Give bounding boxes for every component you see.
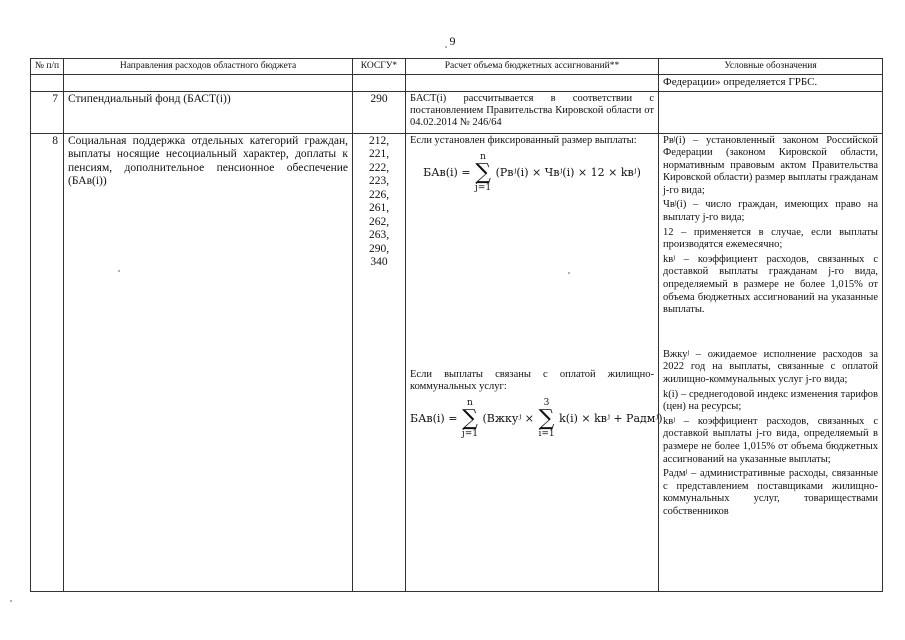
header-direction: Направления расходов областного бюджета [64, 59, 353, 75]
legend-item: Рвʲ(i) – установленный законом Российской Федерации (законом Кировской области, нормативным правовым актом Правительства Кировской области) размер выплаты гражданам j-го вида; [663, 134, 878, 196]
legend-item: Вжкуʲ – ожидаемое исполнение расходов за 2022 год на выплаты, связанные с оплатой жилищно-коммунальных услуг j-го вида; [663, 348, 878, 385]
scan-speck [568, 272, 570, 274]
kosgu-code: 261, [368, 202, 390, 214]
header-row [31, 59, 883, 75]
scan-speck [118, 270, 120, 272]
header-legend: Условные обозначения [659, 59, 883, 75]
row7-direction: Стипендиальный фонд (БАСТ(i)) [64, 91, 353, 133]
row8-legend [659, 133, 883, 591]
sum-symbol-i: 3 ∑ i=1 [538, 397, 555, 439]
kosgu-code: 222, [368, 161, 390, 174]
legend-item: Радмʲ – административные расходы, связанные с представлением поставщиками жилищно-коммунальных услуг, товариществами собственников [663, 468, 878, 517]
row8-calc [406, 133, 663, 591]
formula-2: БАв(i) = n ∑ j=1 (Вжкуʲ × 3 ∑ i=1 k(i) × kвʲ + Радмʲ) [410, 397, 663, 439]
row7-calc: БАСТ(i) рассчитывается в соответствии с постановлением Правительства Кировской области от 04.02.2014 № 246/64 [406, 91, 659, 133]
row7-num: 7 [31, 91, 64, 133]
header-kosgu: КОСГУ* [353, 59, 406, 75]
kosgu-code: 262, [368, 215, 390, 228]
legend-item: Чвʲ(i) – число граждан, имеющих право на выплату j-го вида; [663, 199, 878, 224]
row-8 [31, 133, 883, 591]
scan-speck [10, 600, 12, 602]
scan-speck [445, 46, 447, 48]
kosgu-code: 221, [368, 148, 390, 160]
row7-kosgu: 290 [353, 91, 406, 133]
formula-1: БАв(i) = n ∑ j=1 (Рвʲ(i) × Чвʲ(i) × 12 × kвʲ) [423, 151, 641, 193]
page-number: 9 [449, 34, 456, 48]
calc-intro-1: Если установлен фиксированный размер выплаты: [410, 134, 637, 146]
header-calc: Расчет объема бюджетных ассигнований** [406, 59, 659, 75]
kosgu-code: 263, [368, 229, 390, 241]
carry-row [31, 75, 883, 92]
sum-symbol-j: n ∑ j=1 [461, 397, 478, 439]
budget-table [30, 58, 883, 592]
kosgu-code: 223, [368, 175, 390, 187]
calc-intro-2: Если выплаты связаны с оплатой жилищно-коммунальных услуг: [410, 368, 654, 392]
legend-item: 12 – применяется в случае, если выплаты производятся ежемесячно; [663, 226, 878, 251]
legend-item: kвʲ – коэффициент расходов, связанных с доставкой выплаты гражданам j-го вида, определяемый в размере не более 1,015% от объема бюджетных ассигнований на указанные выплаты. [663, 253, 878, 316]
row8-kosgu [353, 133, 406, 591]
header-num: № п/п [31, 59, 64, 75]
kosgu-code: 226, [368, 188, 390, 201]
kosgu-code: 212, [368, 134, 390, 147]
kosgu-code: 340 [370, 256, 388, 268]
kosgu-code: 290, [368, 242, 390, 255]
row8-num: 8 [31, 133, 64, 591]
sum-symbol: n ∑ j=1 [475, 151, 492, 193]
row-7 [31, 91, 883, 133]
legend-item: k(i) – среднегодовой индекс изменения тарифов (цен) на ресурсы; [663, 388, 878, 413]
carry-legend: Федерации» определяется ГРБС. [659, 75, 883, 92]
legend-item: kвʲ – коэффициент расходов, связанных с доставкой выплаты j-го вида, определяемый в размере не более 1,015% от объема бюджетных ассигнований на указанные выплаты; [663, 415, 878, 465]
row8-direction: Социальная поддержка отдельных категорий граждан, выплаты носящие несоциальный характер, доплаты к пенсиям, дополнительное пенсионное обеспечение (БАв(i)) [64, 133, 353, 591]
